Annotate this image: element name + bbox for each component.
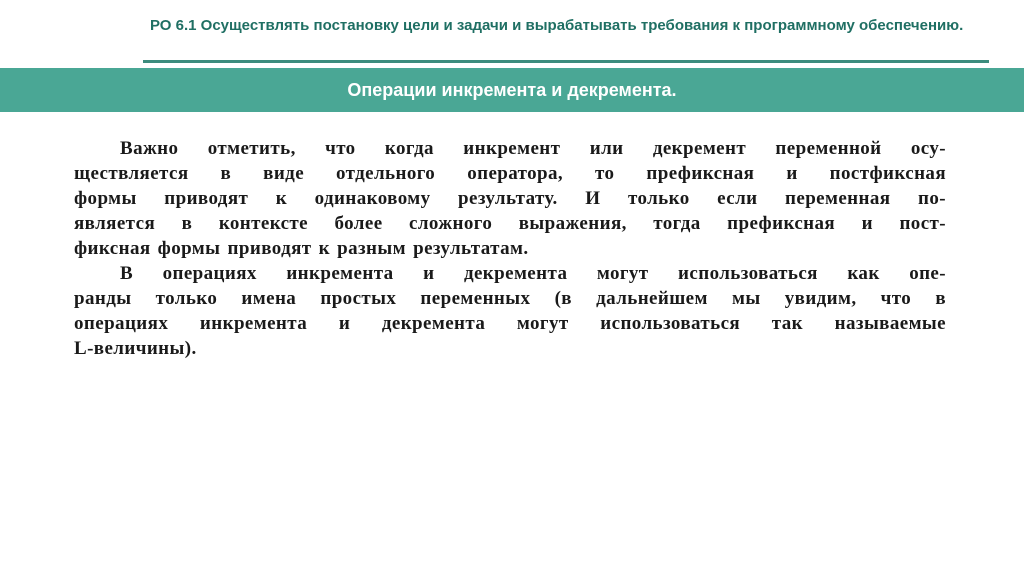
text-line: операциях инкремента и декремента могут использоваться так называемые <box>74 313 946 334</box>
text-line: ществляется в виде отдельного оператора, то префиксная и постфиксная <box>74 163 946 184</box>
text-line: В операциях инкремента и декремента могут использоваться как опе- <box>120 263 946 284</box>
text-line: является в контексте более сложного выражения, тогда префиксная и пост- <box>74 213 946 234</box>
text-line: формы приводят к одинаковому результату. И только если переменная по- <box>74 188 946 209</box>
body-text <box>74 136 946 361</box>
text-line: L-величины). <box>74 338 197 359</box>
slide-header-title: РО 6.1 Осуществлять постановку цели и задачи и вырабатывать требования к программному обеспечению. <box>150 17 964 34</box>
paragraph-2 <box>74 261 946 361</box>
text-line: Важно отметить, что когда инкремент или декремент переменной осу- <box>120 138 946 159</box>
paragraph-1 <box>74 136 946 261</box>
section-banner <box>0 68 1024 112</box>
header-underline <box>143 60 989 63</box>
section-banner-title: Операции инкремента и декремента. <box>347 80 677 100</box>
text-line: ранды только имена простых переменных (в дальнейшем мы увидим, что в <box>74 288 946 309</box>
text-line: фиксная формы приводят к разным результатам. <box>74 238 529 259</box>
